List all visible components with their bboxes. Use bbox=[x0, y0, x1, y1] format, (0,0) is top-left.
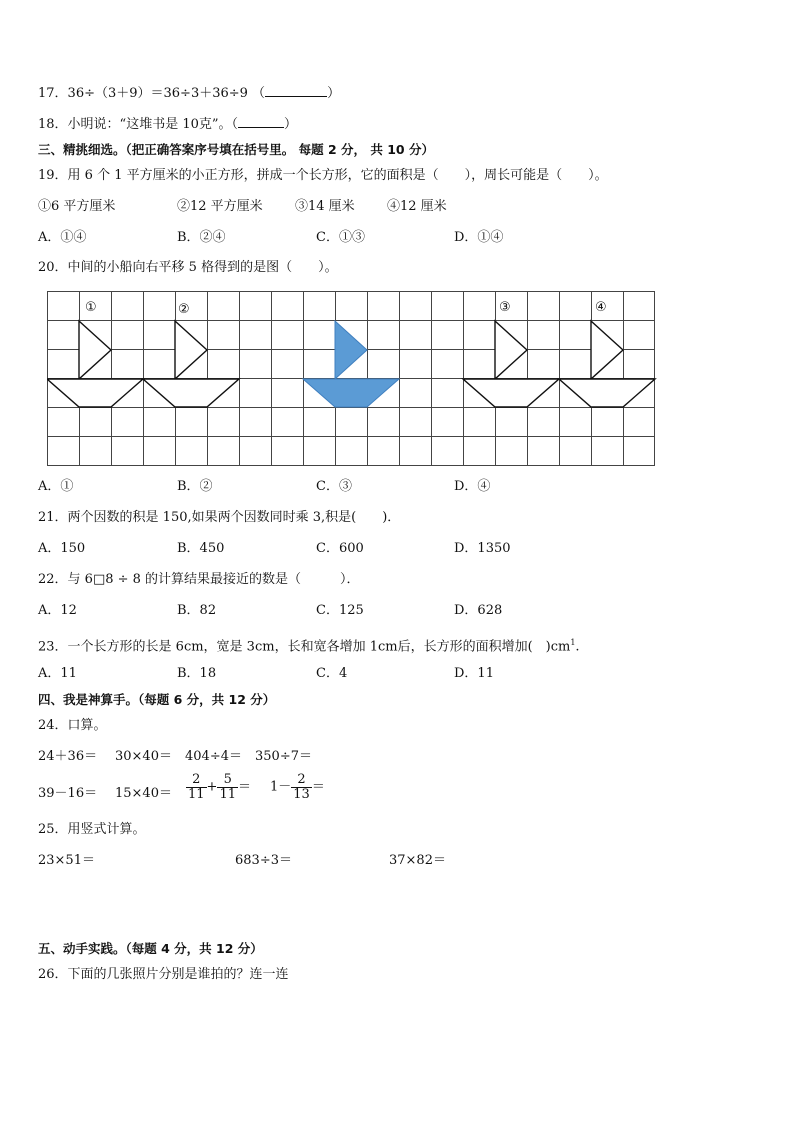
section-5-heading: 五、动手实践。（每题 4 分，共 12 分） bbox=[38, 941, 263, 956]
boat-3 bbox=[463, 321, 559, 407]
q23-option-a[interactable]: A．11 bbox=[38, 666, 77, 681]
section-4-heading: 四、我是神算手。（每题 6 分，共 12 分） bbox=[38, 692, 276, 707]
vertical-calc-item: 23×51＝ bbox=[38, 853, 95, 868]
q20-option-d[interactable]: D．④ bbox=[454, 479, 491, 494]
q19-item: ③14 厘米 bbox=[295, 199, 355, 214]
question-17: 17．36÷（3＋9）＝36÷3＋36÷9 （ ） bbox=[38, 86, 341, 101]
q19-item: ①6 平方厘米 bbox=[38, 199, 116, 214]
boat-label-2: ② bbox=[178, 302, 190, 317]
q19-option-a[interactable]: A．①④ bbox=[38, 230, 87, 245]
question-20: 20．中间的小船向右平移 5 格得到的是图（ ）。 bbox=[38, 260, 338, 275]
oral-calc-item: 24＋36＝ bbox=[38, 749, 98, 764]
answer-blank[interactable] bbox=[265, 84, 327, 97]
boat-grid-figure bbox=[47, 291, 657, 467]
oral-calc-item: 39－16＝ bbox=[38, 786, 98, 801]
q19-item: ②12 平方厘米 bbox=[177, 199, 263, 214]
question-26: 26．下面的几张照片分别是谁拍的？连一连 bbox=[38, 967, 289, 982]
boat-label-4: ④ bbox=[595, 300, 607, 315]
middle-boat-sail bbox=[335, 321, 367, 379]
fraction: $\frac{5}{11}$ bbox=[219, 772, 236, 802]
q22-option-b[interactable]: B．82 bbox=[177, 603, 217, 618]
q23-option-c[interactable]: C．4 bbox=[316, 666, 348, 681]
section-3-heading: 三、精挑细选。（把正确答案序号填在括号里。 每题 2 分， 共 10 分） bbox=[38, 142, 434, 157]
middle-boat-hull bbox=[303, 379, 399, 407]
oral-calc-item: 15×40＝ bbox=[115, 786, 172, 801]
answer-blank[interactable] bbox=[238, 115, 284, 128]
vertical-calc-item: 683÷3＝ bbox=[235, 853, 292, 868]
q19-option-c[interactable]: C．①③ bbox=[316, 230, 365, 245]
question-23: 23．一个长方形的长是 6cm，宽是 3cm，长和宽各增加 1cm后，长方形的面积增加( )$cm^1$. bbox=[38, 638, 580, 655]
vertical-calc-item: 37×82＝ bbox=[389, 853, 446, 868]
q23-option-b[interactable]: B．18 bbox=[177, 666, 217, 681]
question-22: 22．与 6□8 ÷ 8 的计算结果最接近的数是（ ）． bbox=[38, 572, 360, 587]
question-19: 19．用 6 个 1 平方厘米的小正方形，拼成一个长方形，它的面积是（ ），周长可能是（ ）。 bbox=[38, 168, 608, 183]
question-18: 18．小明说：“这堆书是 10克”。（ ） bbox=[38, 117, 298, 132]
oral-calc-item: 30×40＝ bbox=[115, 749, 172, 764]
q21-option-b[interactable]: B．450 bbox=[177, 541, 225, 556]
middle-boat bbox=[303, 321, 399, 407]
boat-label-3: ③ bbox=[499, 300, 511, 315]
q20-option-b[interactable]: B．② bbox=[177, 479, 213, 494]
q21-option-a[interactable]: A．150 bbox=[38, 541, 86, 556]
boat-4 bbox=[559, 321, 655, 407]
fraction: $\frac{2}{11}$ bbox=[188, 772, 205, 802]
boat-1 bbox=[47, 321, 143, 407]
q19-option-b[interactable]: B．②④ bbox=[177, 230, 226, 245]
question-21: 21．两个因数的积是 150,如果两个因数同时乘 3,积是( )． bbox=[38, 510, 401, 525]
q21-option-c[interactable]: C．600 bbox=[316, 541, 364, 556]
q22-option-a[interactable]: A．12 bbox=[38, 603, 77, 618]
q19-option-d[interactable]: D．①④ bbox=[454, 230, 504, 245]
question-24: 24．口算。 bbox=[38, 718, 107, 733]
q20-option-c[interactable]: C．③ bbox=[316, 479, 352, 494]
fraction-expression-1: $\frac{2}{11}$ + $\frac{5}{11}$ ＝ bbox=[188, 772, 252, 802]
boat-2 bbox=[143, 321, 239, 407]
q21-option-d[interactable]: D．1350 bbox=[454, 541, 511, 556]
q22-option-c[interactable]: C．125 bbox=[316, 603, 364, 618]
q20-option-a[interactable]: A．① bbox=[38, 479, 74, 494]
oral-calc-item: 350÷7＝ bbox=[255, 749, 312, 764]
q19-item: ④12 厘米 bbox=[387, 199, 447, 214]
oral-calc-item: 404÷4＝ bbox=[185, 749, 242, 764]
fraction-expression-2: 1－ $\frac{2}{13}$ ＝ bbox=[270, 772, 325, 802]
boat-label-1: ① bbox=[85, 300, 97, 315]
question-25: 25．用竖式计算。 bbox=[38, 822, 146, 837]
q23-option-d[interactable]: D．11 bbox=[454, 666, 494, 681]
fraction: $\frac{2}{13}$ bbox=[293, 772, 310, 802]
q22-option-d[interactable]: D．628 bbox=[454, 603, 503, 618]
